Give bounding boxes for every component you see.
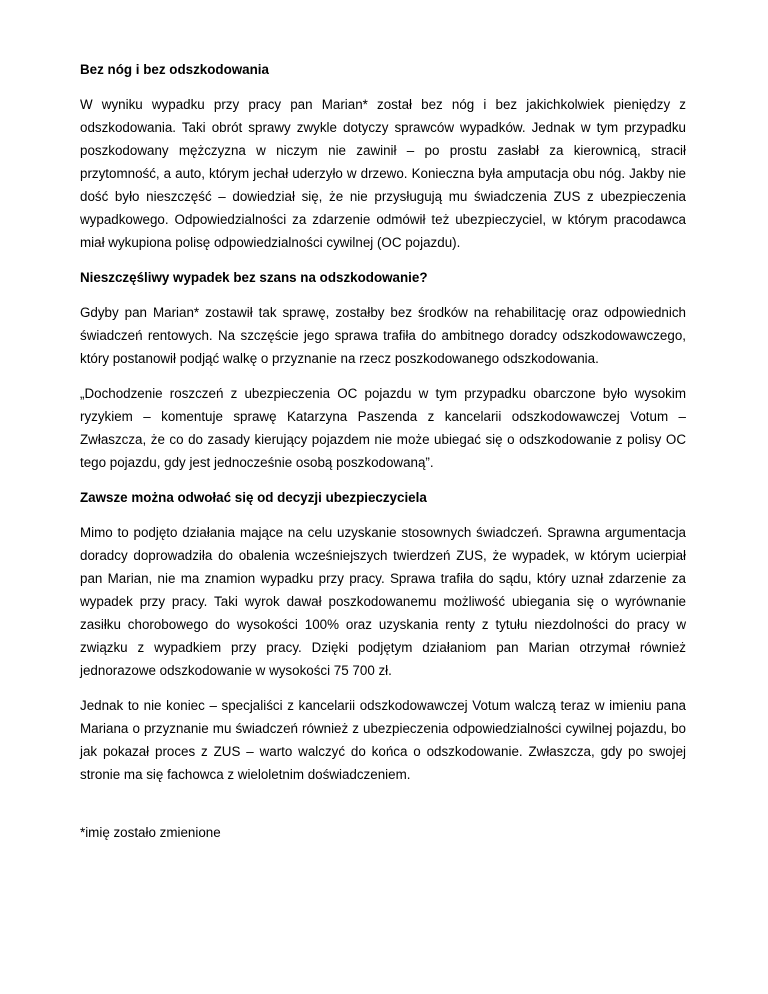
paragraph-court-ruling: Mimo to podjęto działania mające na celu uzyskanie stosownych świadczeń. Sprawna argumentacja doradcy doprowadziła do obalenia wcześniejszych twierdzeń ZUS, że wypadek, w którym ucierpiał pan Marian, nie ma znamion wypadku przy pracy. Sprawa trafiła do sądu, który uznał zdarzenie za wypadek przy pracy. Taki wyrok dawał poszkodowanemu możliwość ubiegania się o wyrównanie zasiłku chorobowego do wysokości 100% oraz uzyskania renty z tytułu niezdolności do pracy w związku z wypadkiem przy pracy. Dzięki podjętym działaniom pan Marian otrzymał również jednorazowe odszkodowanie w wysokości 75 700 zł. [80,525,686,678]
paragraph-accident-description: W wyniku wypadku przy pracy pan Marian* został bez nóg i bez jakichkolwiek pieniędzy z odszkodowania. Taki obrót sprawy zwykle dotyczy sprawców wypadków. Jednak w tym przypadku poszkodowany mężczyzna w niczym nie zawinił – po prostu zasłabł za kierownicą, stracił przytomność, a auto, którym jechał uderzyło w drzewo. Konieczna była amputacja obu nóg. Jakby nie dość było nieszczęść – dowiedział się, że nie przysługują mu świadczenia ZUS z ubezpieczenia wypadkowego. Odpowiedzialności za zdarzenie odmówił też ubezpieczyciel, w którym pracodawca miał wykupiona polisę odpowiedzialności cywilnej (OC pojazdu). [80,97,686,250]
heading-unfortunate-accident: Nieszczęśliwy wypadek bez szans na odszkodowanie? [80,270,428,285]
paragraph-advisor-case: Gdyby pan Marian* zostawił tak sprawę, zostałby bez środków na rehabilitację oraz odpowiednich świadczeń rentowych. Na szczęście jego sprawa trafiła do ambitnego doradcy odszkodowawczego, który postanowił podjąć walkę o przyznanie na rzecz poszkodowanego odszkodowania. [80,305,686,366]
document-page [80,58,686,844]
paragraph-ongoing-fight: Jednak to nie koniec – specjaliści z kancelarii odszkodowawczej Votum walczą teraz w imieniu pana Mariana o przyznanie mu świadczeń również z ubezpieczenia odpowiedzialności cywilnej pojazdu, bo jak pokazał proces z ZUS – warto walczyć do końca o odszkodowanie. Zwłaszcza, gdy po swojej stronie ma się fachowca z wieloletnim doświadczeniem. [80,698,686,782]
footnote-name-changed: *imię zostało zmienione [80,825,221,840]
heading-no-legs-no-compensation: Bez nóg i bez odszkodowania [80,62,269,77]
heading-appeal-insurer-decision: Zawsze można odwołać się od decyzji ubezpieczyciela [80,490,427,505]
paragraph-quote-paszenda: „Dochodzenie roszczeń z ubezpieczenia OC pojazdu w tym przypadku obarczone było wysokim ryzykiem – komentuje sprawę Katarzyna Paszenda z kancelarii odszkodowawczej Votum – Zwłaszcza, że co do zasady kierujący pojazdem nie może ubiegać się o odszkodowanie z polisy OC tego pojazdu, gdy jest jednocześnie osobą poszkodowaną”. [80,386,686,470]
